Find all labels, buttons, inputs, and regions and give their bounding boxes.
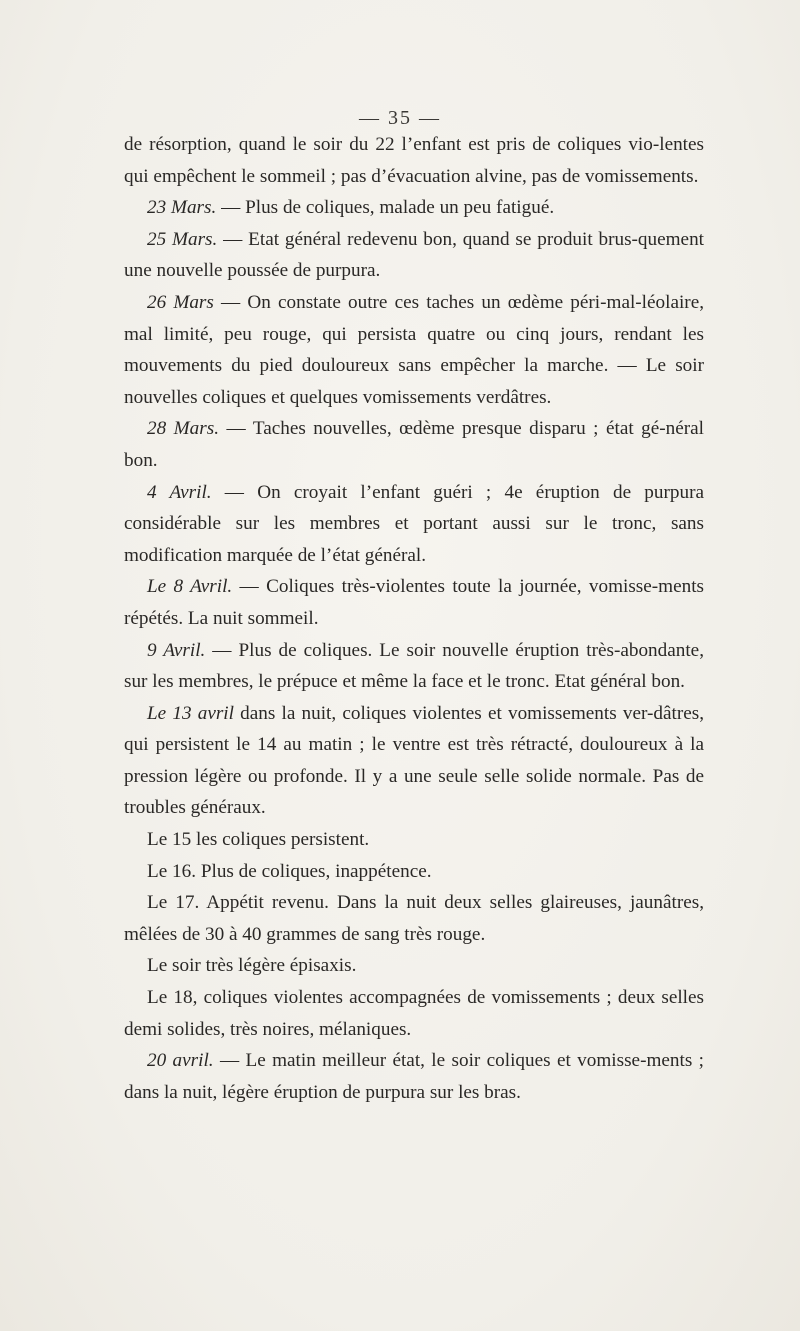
entry-date: Le 13 avril	[147, 702, 234, 724]
paragraph-continuation	[124, 129, 704, 192]
page-number: — 35 —	[359, 107, 441, 129]
entry-date: 4 Avril.	[147, 481, 212, 503]
paragraph-text: Le soir très légère épisaxis.	[147, 955, 357, 977]
paragraph-26-mars	[124, 287, 704, 413]
entry-date: 25 Mars.	[147, 228, 218, 250]
paragraph-23-mars	[124, 192, 704, 224]
body-text	[124, 129, 704, 1108]
paragraph-17	[124, 887, 704, 950]
entry-date: 28 Mars.	[147, 418, 219, 440]
paragraph-4-avril	[124, 477, 704, 572]
paragraph-text: — On croyait l’enfant guéri ; 4e éruption de purpura considérable sur les membres et portant aussi sur le tronc, sans modification marquée de l’état général.	[124, 481, 704, 566]
paragraph-text: — Etat général redevenu bon, quand se produit brus-quement une nouvelle poussée de purpura.	[124, 228, 704, 282]
paragraph-text: dans la nuit, coliques violentes et vomissements ver-dâtres, qui persistent le 14 au matin ; le ventre est très rétracté, douloureux à la pression légère ou profonde. Il y a une seule selle solide normale. Pas de troubles généraux.	[124, 702, 704, 819]
paragraph-text: — On constate outre ces taches un œdème péri-mal-léolaire, mal limité, peu rouge, qui persista quatre ou cinq jours, rendant les mouvements du pied douloureux sans empêcher la marche. — Le soir nouvelles coliques et quelques vomissements verdâtres.	[124, 291, 705, 408]
paragraph-text: Le 18, coliques violentes accompagnées de vomissements ; deux selles demi solides, très noires, mélaniques.	[124, 987, 704, 1040]
paragraph-text: — Coliques très-violentes toute la journée, vomisse-ments répétés. La nuit sommeil.	[124, 576, 704, 629]
paragraph-16	[124, 856, 704, 888]
paragraph-text: — Taches nouvelles, œdème presque disparu ; état gé-néral bon.	[124, 418, 705, 471]
entry-date: 26 Mars	[147, 291, 214, 313]
paragraph-20-avril	[124, 1045, 704, 1108]
entry-date: 9 Avril.	[147, 639, 206, 661]
paragraph-text: — Plus de coliques, malade un peu fatigué.	[216, 197, 555, 219]
entry-date: 23 Mars.	[147, 197, 217, 219]
paragraph-13-avril	[124, 698, 704, 824]
entry-date: Le 8 Avril.	[147, 576, 233, 598]
paragraph-text: Le 15 les coliques persistent.	[147, 829, 370, 851]
paragraph-8-avril	[124, 571, 704, 634]
paragraph-text: de résorption, quand le soir du 22 l’enfant est pris de coliques vio-lentes qui empêchent le sommeil ; pas d’évacuation alvine, pas de vomissements.	[124, 134, 704, 187]
paragraph-soir	[124, 950, 704, 982]
paragraph-25-mars	[124, 224, 704, 287]
paragraph-text: Le 16. Plus de coliques, inappétence.	[147, 860, 432, 882]
paragraph-18	[124, 982, 704, 1045]
paragraph-text: — Le matin meilleur état, le soir coliques et vomisse-ments ; dans la nuit, légère éruption de purpura sur les bras.	[124, 1050, 704, 1103]
entry-date: 20 avril.	[147, 1050, 214, 1072]
paragraph-28-mars	[124, 413, 704, 476]
paragraph-text: Le 17. Appétit revenu. Dans la nuit deux selles glaireuses, jaunâtres, mêlées de 30 à 40 grammes de sang très rouge.	[124, 892, 704, 945]
paragraph-text: — Plus de coliques. Le soir nouvelle éruption très-abondante, sur les membres, le prépuce et même la face et le tronc. Etat général bon.	[124, 639, 704, 693]
paragraph-15	[124, 824, 704, 856]
paragraph-9-avril	[124, 635, 704, 698]
